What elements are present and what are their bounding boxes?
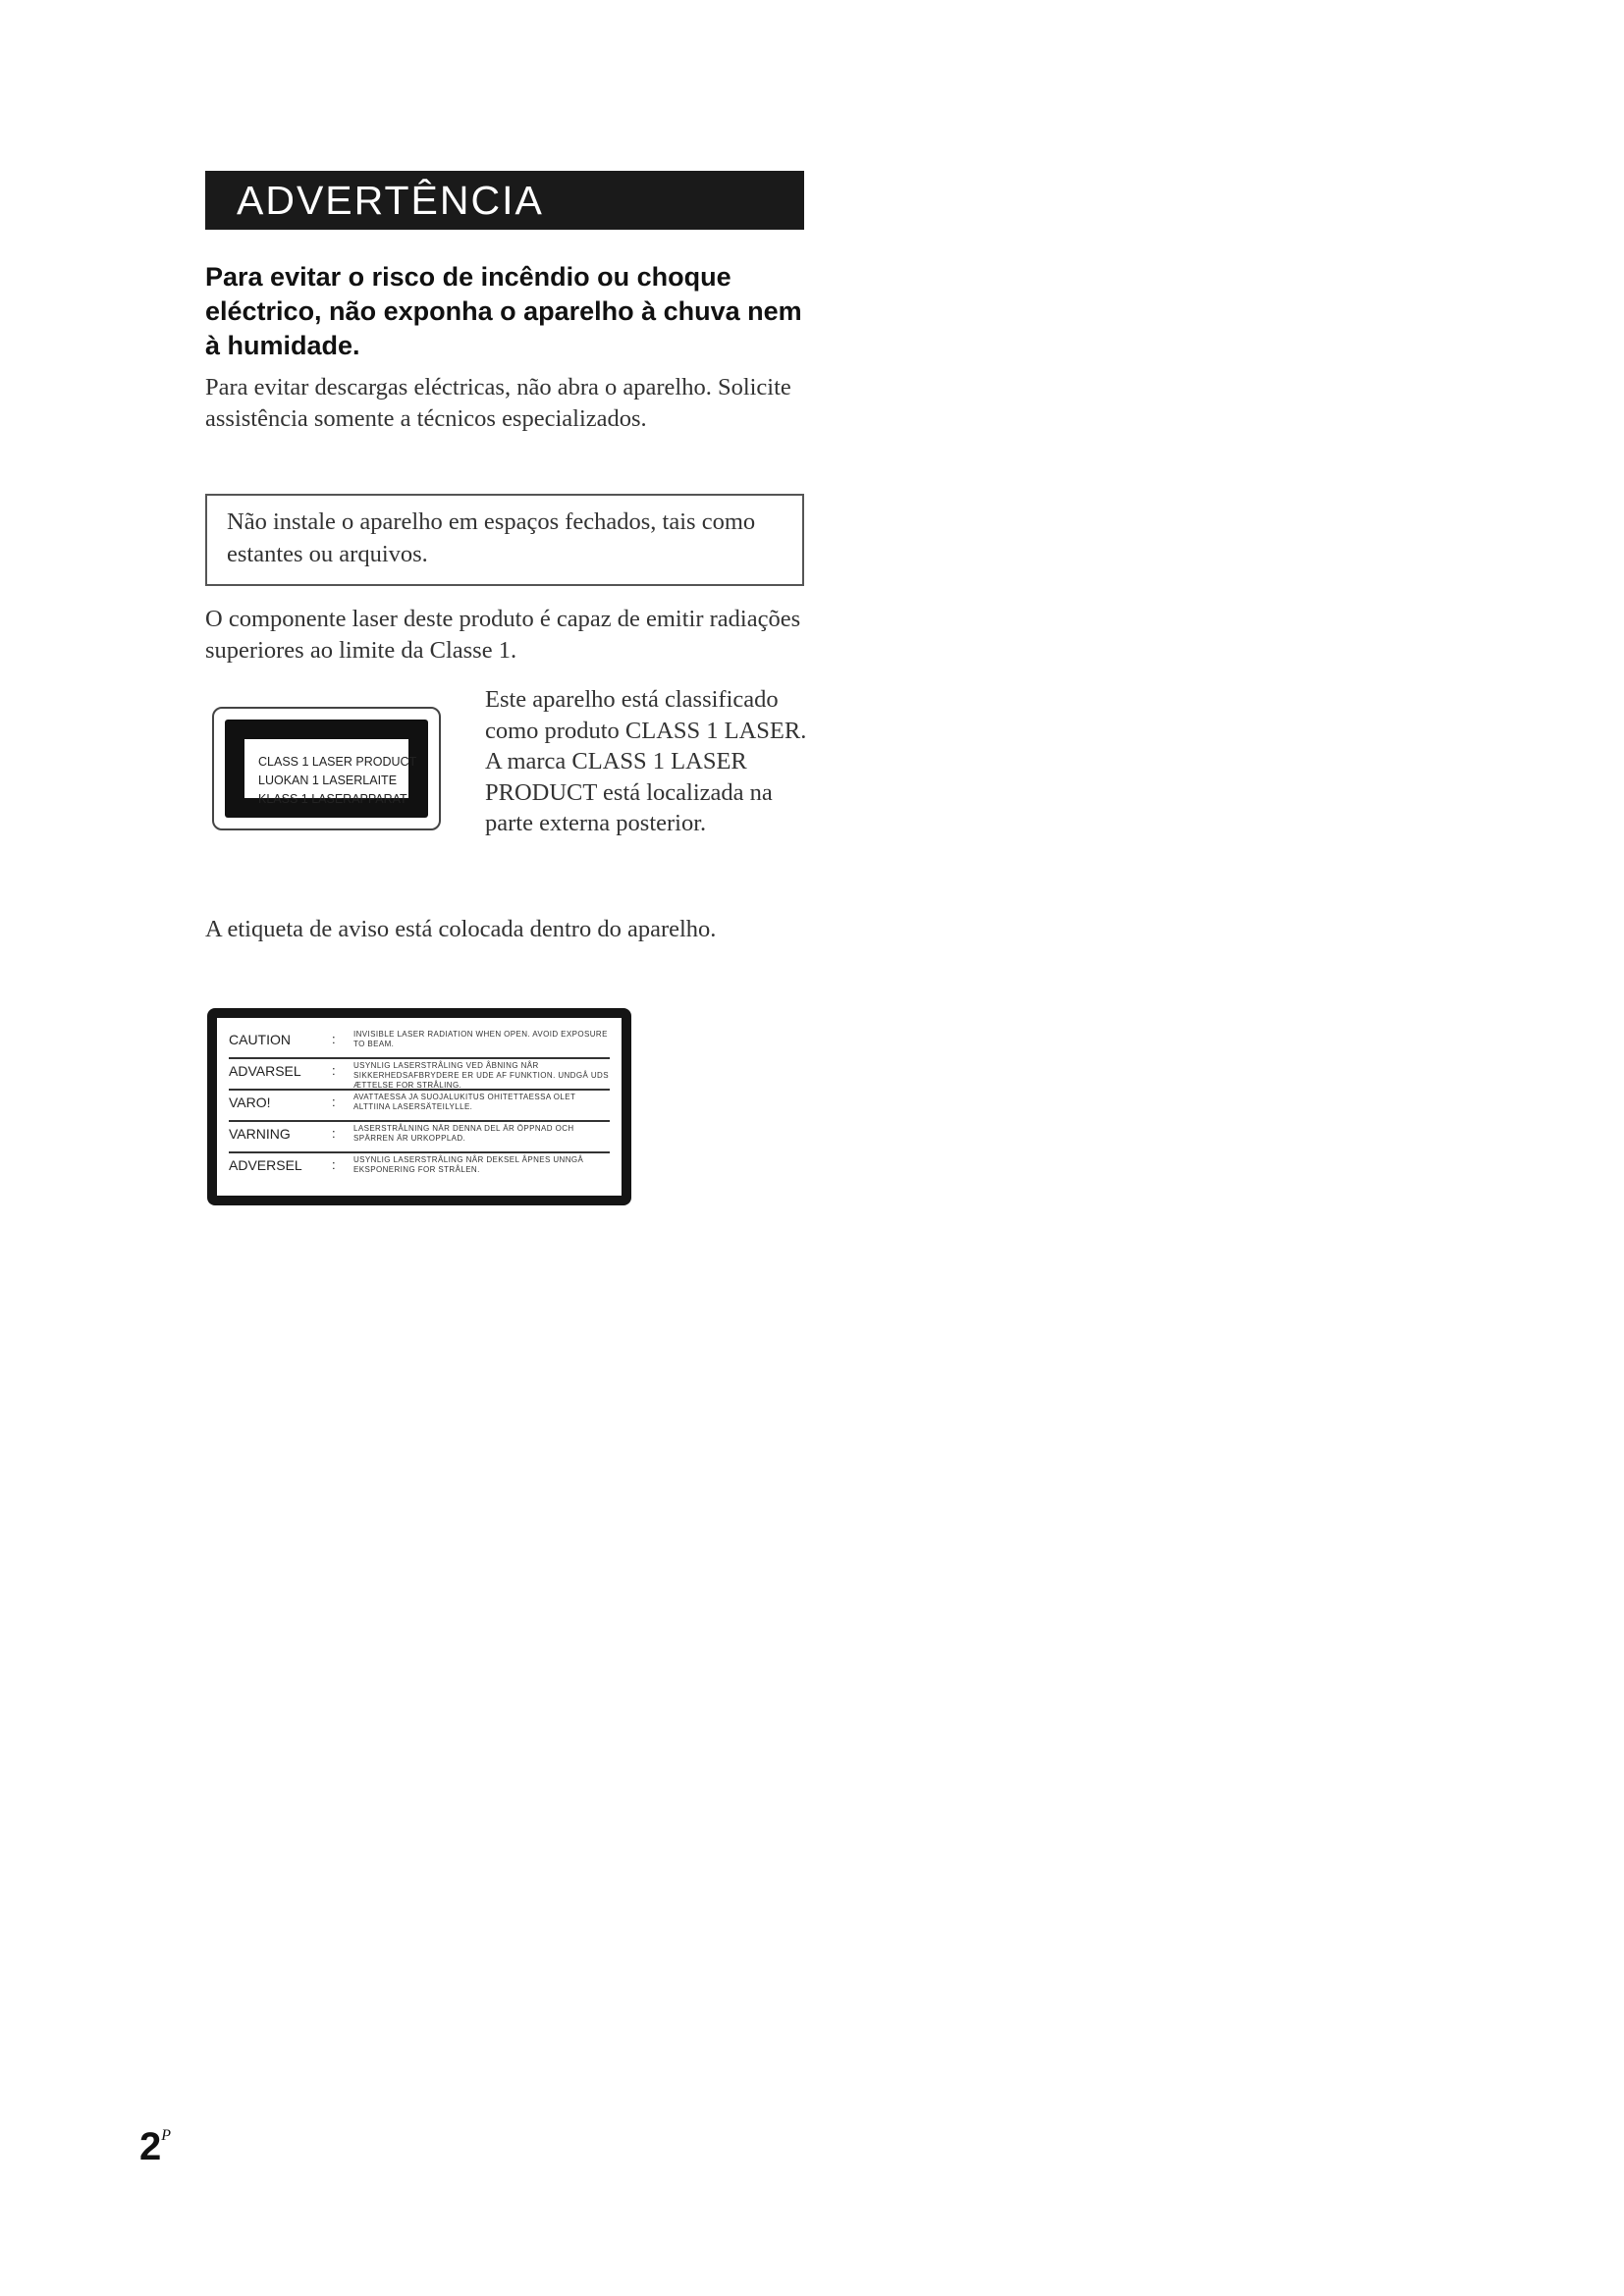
- caution-row-colon: :: [332, 1063, 336, 1078]
- caution-row-label: VARNING: [229, 1126, 291, 1142]
- caution-row-text: USYNLIG LASERSTRÅLING VED ÅBNING NÅR SIKKERHEDSAFBRYDERE ER UDE AF FUNKTION. UNDGÅ UDS ÆTTELSE FOR STRÅLING.: [353, 1061, 609, 1090]
- caution-row-label: ADVERSEL: [229, 1157, 302, 1173]
- caution-row-text: LASERSTRÅLNING NÄR DENNA DEL ÄR ÖPPNAD OCH SPÄRREN ÄR URKOPPLAD.: [353, 1124, 574, 1143]
- caution-row-label: VARO!: [229, 1095, 271, 1110]
- install-notice-box: Não instale o aparelho em espaços fechados, tais como estantes ou arquivos.: [205, 494, 804, 586]
- class-1-laser-label-text: [244, 739, 417, 806]
- page-number-digit: 2: [139, 2125, 162, 2168]
- caution-label-body: [217, 1018, 622, 1196]
- class-label-line: CLASS 1 LASER PRODUCT: [258, 755, 417, 769]
- class-label-line: KLASS 1 LASERAPPARAT: [258, 792, 407, 806]
- caution-row: [229, 1028, 610, 1059]
- caution-row-label: ADVARSEL: [229, 1063, 301, 1079]
- caution-row: [229, 1059, 610, 1091]
- class-1-laser-label: [212, 707, 441, 830]
- class-label-line: LUOKAN 1 LASERLAITE: [258, 774, 398, 787]
- caution-label: [207, 1008, 631, 1205]
- section-title: ADVERTÊNCIA: [205, 171, 804, 230]
- paragraph-label-location: A etiqueta de aviso está colocada dentro do aparelho.: [205, 916, 717, 942]
- lead-warning: Para evitar o risco de incêndio ou choque eléctrico, não exponha o aparelho à chuva nem à humidade.: [205, 262, 802, 360]
- caution-row: [229, 1122, 610, 1153]
- caution-row-colon: :: [332, 1032, 336, 1046]
- page-number: [139, 2125, 171, 2169]
- caution-row: [229, 1153, 610, 1185]
- caution-row-label: CAUTION: [229, 1032, 291, 1047]
- caution-row-colon: :: [332, 1126, 336, 1141]
- class-1-laser-label-frame: [225, 720, 428, 818]
- class-description: Este aparelho está classificado como produto CLASS 1 LASER. A marca CLASS 1 LASER PRODUCT está localizada na parte externa posterior.: [485, 686, 807, 836]
- caution-row: [229, 1091, 610, 1122]
- caution-row-text: INVISIBLE LASER RADIATION WHEN OPEN. AVOID EXPOSURE TO BEAM.: [353, 1030, 608, 1048]
- page-number-suffix: P: [161, 2127, 172, 2144]
- paragraph-shock: Para evitar descargas eléctricas, não abra o aparelho. Solicite assistência somente a técnicos especializados.: [205, 374, 791, 432]
- caution-row-text: USYNLIG LASERSTRÅLING NÅR DEKSEL ÅPNES UNNGÅ EKSPONERING FOR STRÅLEN.: [353, 1155, 584, 1174]
- caution-row-text: AVATTAESSA JA SUOJALUKITUS OHITETTAESSA OLET ALTTIINA LASERSÄTEILYLLE.: [353, 1093, 576, 1111]
- paragraph-laser: O componente laser deste produto é capaz de emitir radiações superiores ao limite da Classe 1.: [205, 606, 801, 664]
- caution-row-colon: :: [332, 1157, 336, 1172]
- caution-row-colon: :: [332, 1095, 336, 1109]
